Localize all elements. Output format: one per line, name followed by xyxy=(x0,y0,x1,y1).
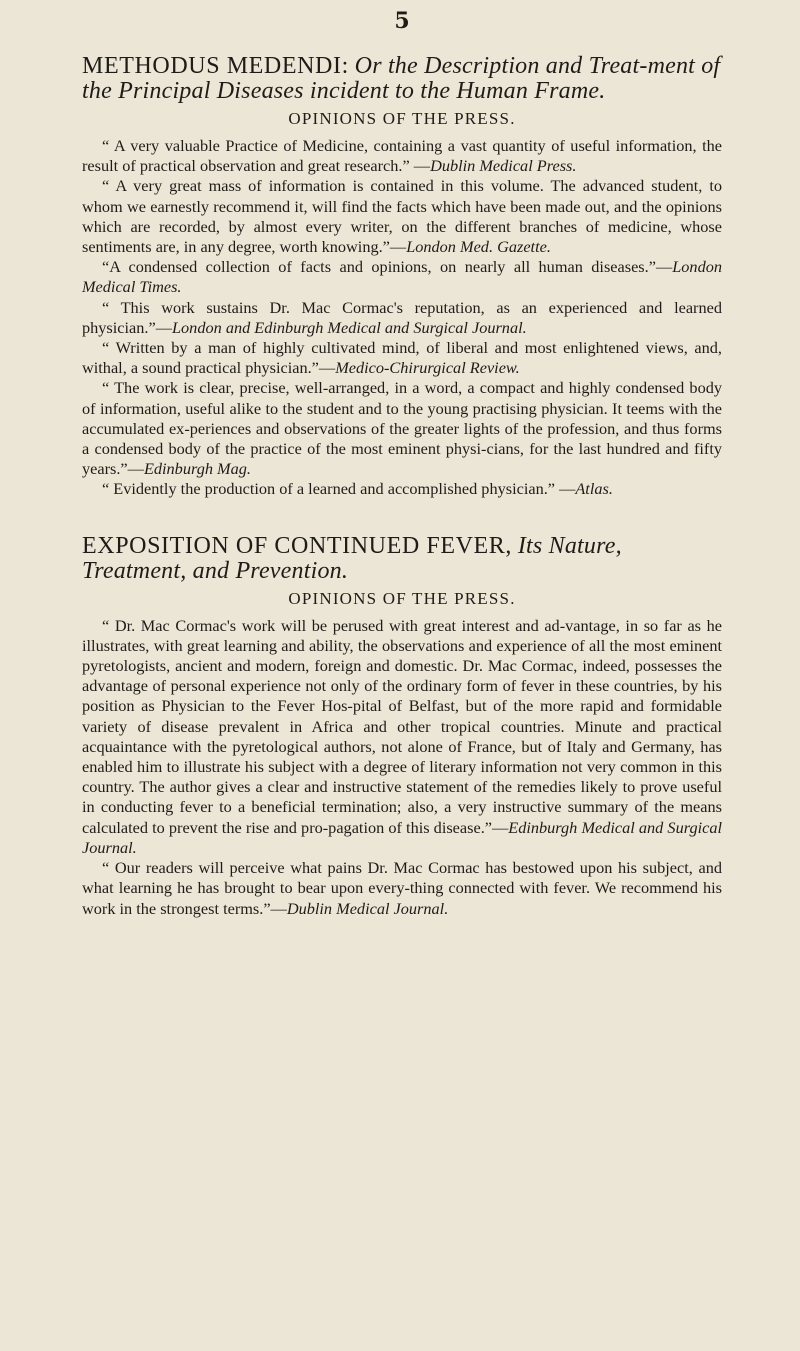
press-quote xyxy=(82,378,722,479)
quote-source: London Medical Times. xyxy=(82,257,722,297)
quote-text: “ Evidently the production of a learned and accomplished physician.” — xyxy=(102,479,576,499)
book-title xyxy=(82,534,722,584)
quote-source: Medico-Chirurgical Review. xyxy=(335,358,520,378)
press-heading: OPINIONS OF THE PRESS. xyxy=(288,109,516,128)
quote-source: Edinburgh Mag. xyxy=(143,459,251,479)
quote-text: “ A very valuable Practice of Medicine, containing a vast quantity of useful information, the result of practical observation and great research.” — xyxy=(82,136,722,176)
quote-text: “ This work sustains Dr. Mac Cormac's reputation, as an experienced and learned physician.”— xyxy=(82,297,722,337)
book-title-subtitle: Its Nature, Treatment, and Prevention. xyxy=(82,532,622,584)
quote-source: Edinburgh Medical and Surgical Journal. xyxy=(82,817,723,857)
book-title-main: EXPOSITION OF CONTINUED FEVER xyxy=(82,532,506,559)
quote-text: “A condensed collection of facts and opinions, on nearly all human diseases.”— xyxy=(102,257,673,277)
book-title-separator: , xyxy=(505,532,518,559)
press-quote xyxy=(82,298,722,338)
quote-text: “ Dr. Mac Cormac's work will be perused with great interest and ad-vantage, in so far as he illustrates, with great learning and ability, the observations and experience of all the most eminent pyretologists, ancient and modern, foreign and domestic. Dr. Mac Cormac, indeed, possesses the advantage of personal experience not only of the ordinary form of fever in these countries, by his position as Physician to the Fever Hos-pital of Belfast, but of the more rapid and formidable variety of disease prevalent in Africa and other tropical countries. Minute and practical acquaintance with the pyretological authors, not alone of France, but of Italy and Germany, has enabled him to illustrate his subject with a degree of literary information not very common in this country. The author gives a clear and instructive statement of the remedies likely to prove useful in conducting fever to a beneficial termination; also, a very instructive summary of the means calculated to prevent the rise and pro-pagation of this disease.”— xyxy=(82,615,722,837)
quote-source: Dublin Medical Press. xyxy=(430,156,577,176)
press-heading: OPINIONS OF THE PRESS. xyxy=(288,588,516,608)
section-methodus-medendi xyxy=(82,54,722,500)
section-continued-fever xyxy=(82,534,722,919)
quote-source: Atlas. xyxy=(575,479,613,499)
book-title-main: METHODUS MEDENDI xyxy=(82,53,342,79)
quote-source: Dublin Medical Journal. xyxy=(286,898,449,918)
quote-text: “ A very great mass of information is contained in this volume. The advanced student, to whom we earnestly recommend it, will find the facts which have been made out, and the opinions which are recorded, by almost every writer, on the different branches of medicine, whose sentiments are, in any degree, worth knowing.”— xyxy=(82,176,722,257)
quote-text: “ Written by a man of highly cultivated mind, of liberal and most enlightened views, and, withal, a sound practical physician.”— xyxy=(82,338,722,378)
press-quote xyxy=(82,136,722,176)
quote-text: “ Our readers will perceive what pains Dr. Mac Cormac has bestowed upon his subject, and what learning he has brought to bear upon every-thing connected with fever. We recommend his work in the strongest terms.”— xyxy=(82,858,722,918)
book-title xyxy=(82,54,722,104)
press-quote xyxy=(82,479,722,499)
press-quote xyxy=(82,338,722,378)
press-quote xyxy=(82,176,722,257)
quote-source: London Med. Gazette. xyxy=(406,237,551,257)
book-title-separator: : xyxy=(341,53,355,79)
press-quote xyxy=(82,858,722,919)
press-quote xyxy=(82,616,722,858)
page-number: 5 xyxy=(394,8,410,34)
book-title-subtitle: Or the Description and Treat-ment of the Principal Diseases incident to the Human Frame. xyxy=(82,53,721,104)
quote-text: “ The work is clear, precise, well-arranged, in a word, a compact and highly condensed body of information, useful alike to the student and to the young practising physician. It teems with the accumulated ex-periences and observations of the greater lights of the profession, and thus forms a condensed body of the practice of the most eminent physi-cians, for the last hundred and fifty years.”— xyxy=(82,378,722,479)
press-quote xyxy=(82,257,722,297)
quote-source: London and Edinburgh Medical and Surgical Journal. xyxy=(171,317,527,337)
